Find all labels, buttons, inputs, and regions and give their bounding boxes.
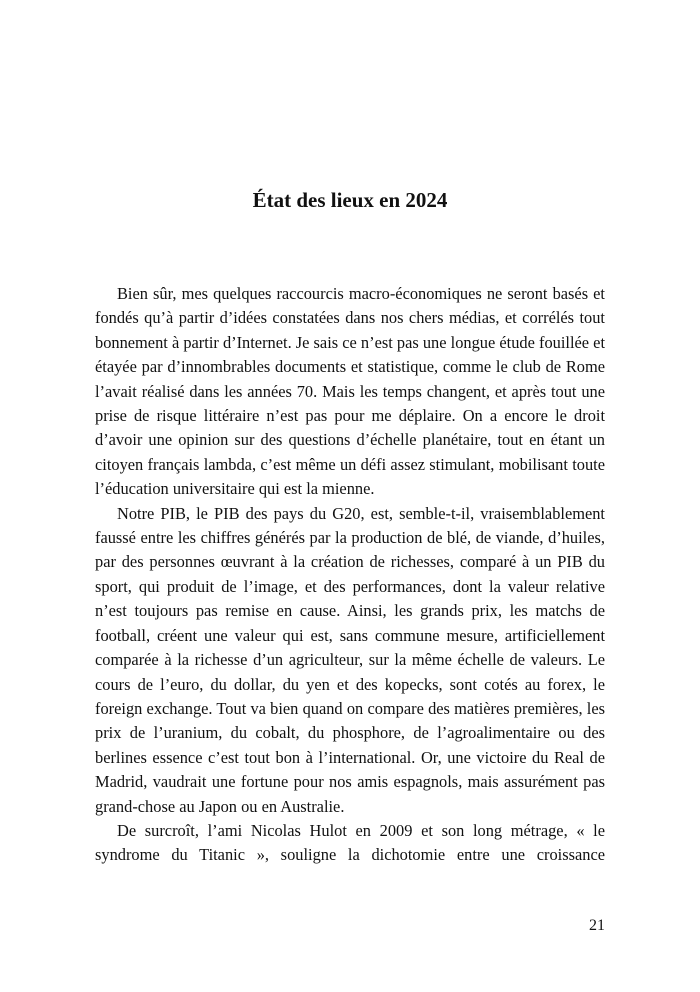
chapter-title: État des lieux en 2024 xyxy=(252,188,448,212)
paragraph-3: De surcroît, l’ami Nicolas Hulot en 2009 et son long métrage, « le syndrome du Titanic », souligne la dichotomie entre une croissance xyxy=(95,820,605,865)
body-text xyxy=(95,282,605,868)
page-number: 21 xyxy=(589,917,605,934)
paragraph-1: Bien sûr, mes quelques raccourcis macro-économiques ne seront basés et fondés qu’à partir d’idées constatées dans nos chers médias, et corrélés tout bonnement à partir d’Internet. Je sais ce n’est pas une longue étude fouillée et étayée par d’innombrables documents et statistique, comme le club de Rome l’avait réalisé dans les années 70. Mais les temps changent, et après tout une prise de risque littéraire n’est pas pour me déplaire. On a encore le droit d’avoir une opinion sur des questions d’échelle planétaire, tout en étant un citoyen français lambda, c’est même un défi assez stimulant, mobilisant toute l’éducation universitaire qui est la mienne. xyxy=(95,284,605,499)
paragraph-2: Notre PIB, le PIB des pays du G20, est, semble-t-il, vraisemblablement faussé entre les chiffres générés par la production de blé, de viande, d’huiles, par des personnes œuvrant à la création de richesses, comparé à un PIB du sport, qui produit de l’image, et des performances, dont la valeur relative n’est toujours pas remise en cause. Ainsi, les grands prix, les matchs de football, créent une valeur qui est, sans commune mesure, artificiellement comparée à la richesse d’un agriculteur, sur la même échelle de valeurs. Le cours de l’euro, du dollar, du yen et des kopecks, sont cotés au forex, le foreign exchange. Tout va bien quand on compare des matières premières, les prix de l’uranium, du cobalt, du phosphore, de l’agroalimentaire ou des berlines essence c’est tout bon à l’international. Or, une victoire du Real de Madrid, vaudrait une fortune pour nos amis espagnols, mais assurément pas grand-chose au Japon ou en Australie. xyxy=(95,503,605,816)
